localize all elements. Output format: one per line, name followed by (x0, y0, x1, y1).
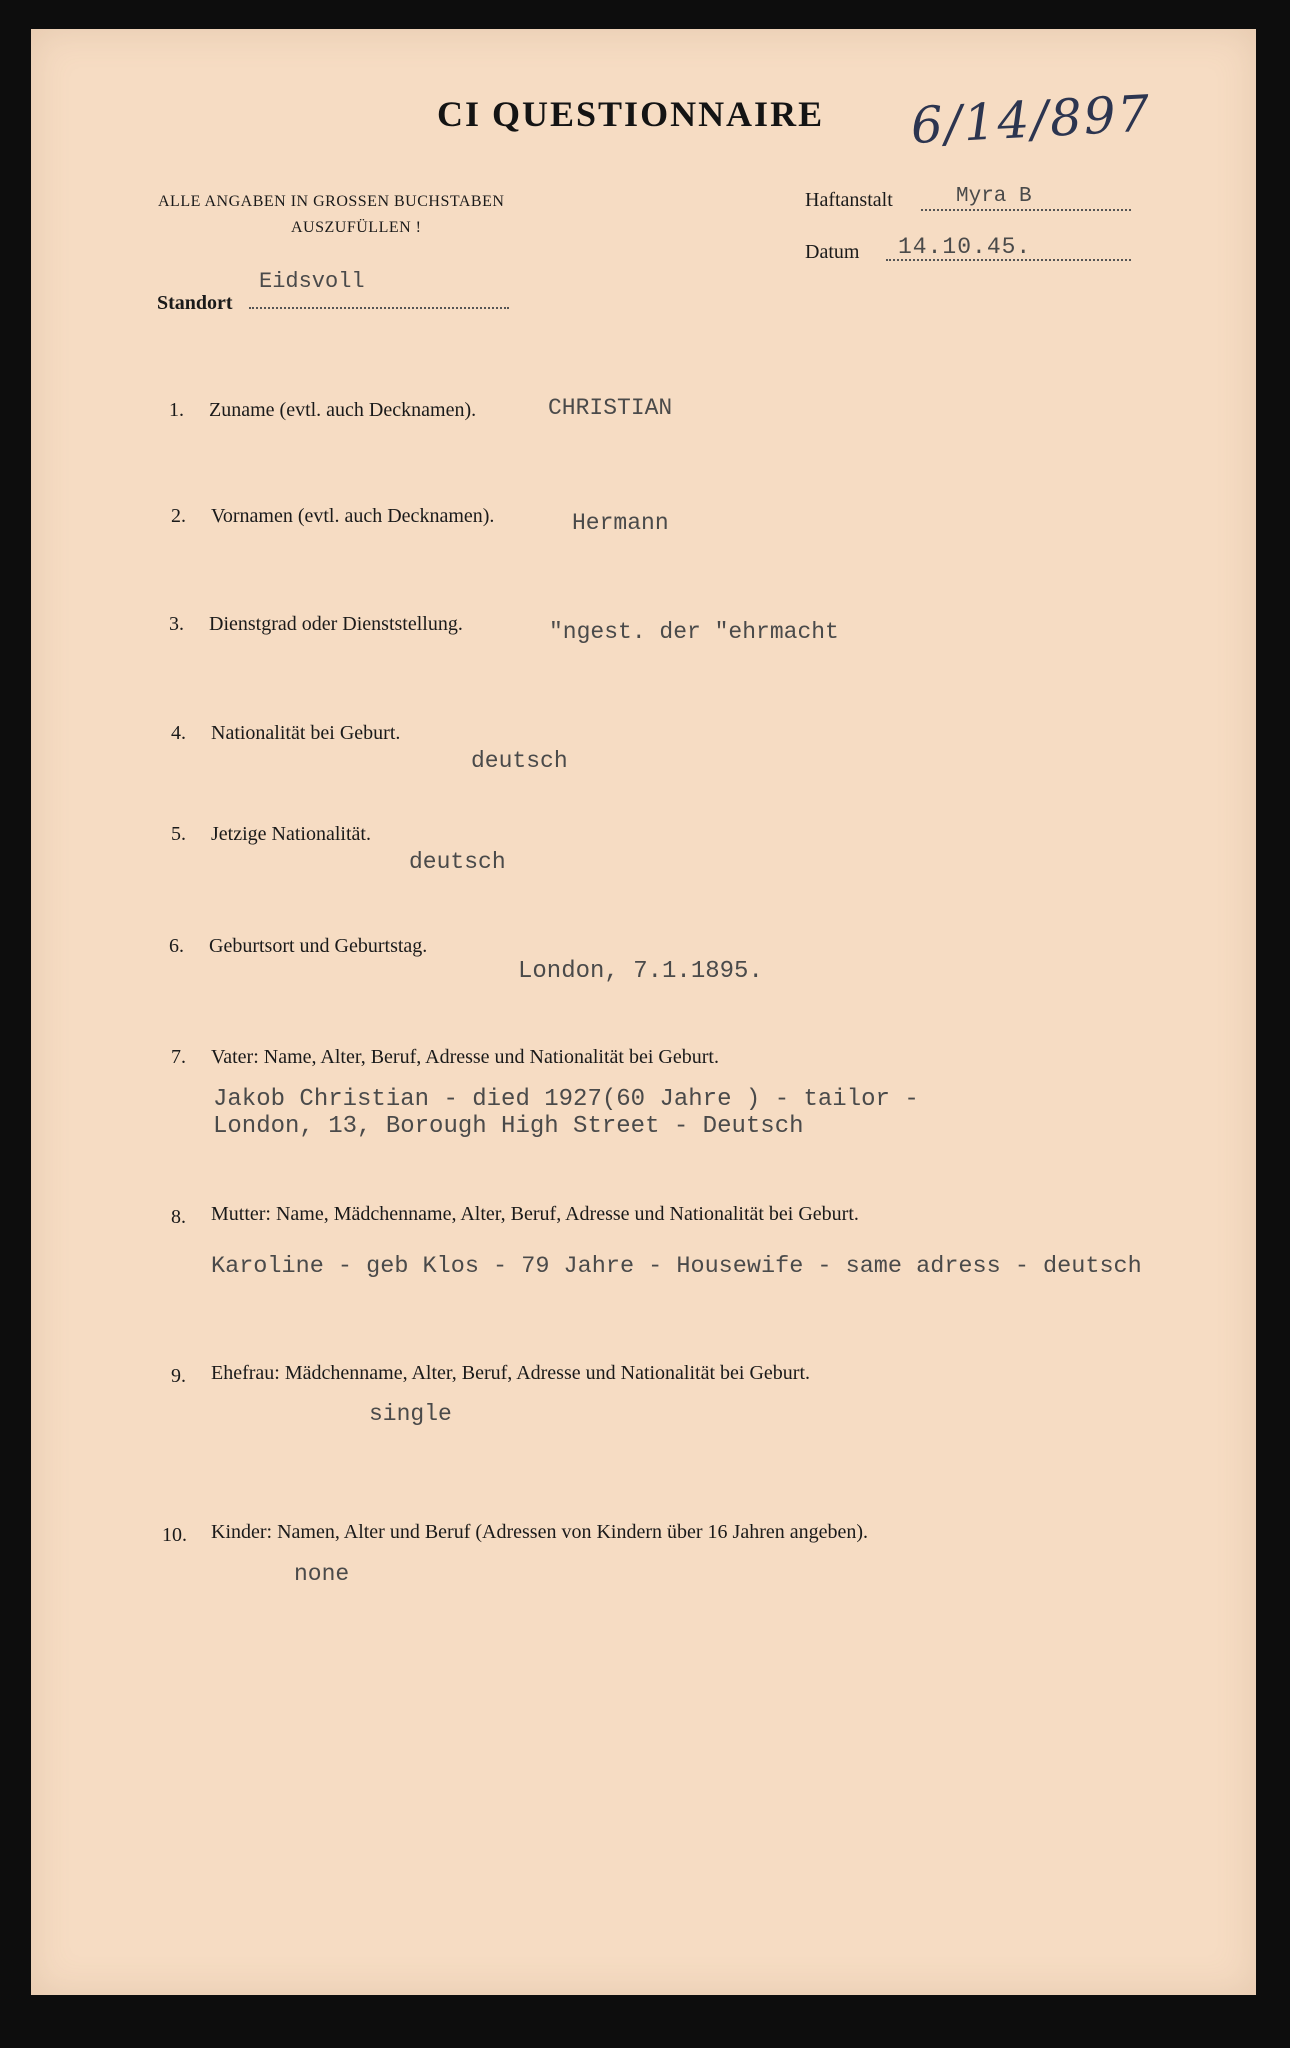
datum-value: 14.10.45. (898, 234, 1032, 260)
q7-answer-line-2: London, 13, Borough High Street - Deutsch (213, 1113, 804, 1140)
standort-line (249, 307, 509, 309)
q6-answer: London, 7.1.1895. (518, 958, 763, 985)
q3-answer: "ngest. der "ehrmacht (549, 619, 839, 645)
q2-answer: Hermann (572, 510, 669, 536)
datum-label: Datum (805, 241, 860, 263)
q10-answer: none (294, 1561, 350, 1587)
q8-label: Mutter: Name, Mädchenname, Alter, Beruf, Adresse und Nationalität bei Geburt. (211, 1203, 859, 1225)
haftanstalt-value: Myra B (956, 185, 1032, 208)
q8-number: 8. (171, 1206, 186, 1228)
q2-label: Vornamen (evtl. auch Decknamen). (211, 505, 495, 527)
instruction-line-2: AUSZUFÜLLEN ! (291, 219, 422, 236)
q6-number: 6. (169, 935, 184, 957)
q6-label: Geburtsort und Geburtstag. (209, 935, 428, 957)
q7-number: 7. (171, 1046, 186, 1068)
q3-label: Dienstgrad oder Dienststellung. (209, 613, 463, 635)
q10-label: Kinder: Namen, Alter und Beruf (Adressen von Kindern über 16 Jahren angeben). (211, 1521, 869, 1543)
q4-answer: deutsch (471, 748, 568, 774)
q5-number: 5. (171, 823, 186, 845)
q2-number: 2. (171, 505, 186, 527)
q3-number: 3. (169, 613, 184, 635)
haftanstalt-label: Haftanstalt (805, 189, 893, 211)
q5-label: Jetzige Nationalität. (211, 823, 371, 845)
questionnaire-sheet (31, 29, 1256, 1995)
q9-label: Ehefrau: Mädchenname, Alter, Beruf, Adresse und Nationalität bei Geburt. (211, 1362, 811, 1384)
standort-label: Standort (157, 292, 233, 314)
instruction-line-1: ALLE ANGABEN IN GROSSEN BUCHSTABEN (158, 193, 505, 210)
q7-label: Vater: Name, Alter, Beruf, Adresse und Nationalität bei Geburt. (211, 1046, 719, 1068)
page-title: CI QUESTIONNAIRE (437, 94, 825, 134)
q8-answer: Karoline - geb Klos - 79 Jahre - Housewife - same adress - deutsch (211, 1253, 1142, 1280)
q5-answer: deutsch (409, 849, 506, 875)
q10-number: 10. (162, 1524, 187, 1546)
q1-number: 1. (169, 399, 184, 421)
q1-label: Zuname (evtl. auch Decknamen). (209, 399, 477, 421)
q1-answer: CHRISTIAN (548, 395, 673, 421)
q9-number: 9. (171, 1365, 186, 1387)
standort-value: Eidsvoll (259, 269, 365, 294)
q4-number: 4. (171, 722, 186, 744)
handwritten-reference: 6/14/897 (909, 84, 1153, 155)
haftanstalt-line (921, 209, 1131, 211)
q9-answer: single (369, 1401, 452, 1427)
q4-label: Nationalität bei Geburt. (211, 722, 401, 744)
q7-answer-line-1: Jakob Christian - died 1927(60 Jahre ) - tailor - (213, 1086, 919, 1113)
